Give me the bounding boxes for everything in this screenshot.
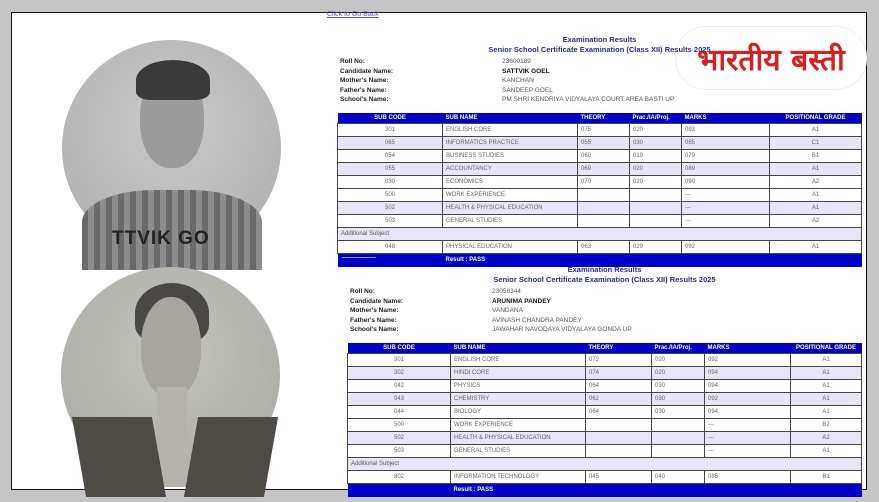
sub-code: 030 bbox=[338, 176, 443, 189]
marks: 085 bbox=[705, 471, 791, 484]
additional-subject-label: Additional Subject bbox=[338, 228, 862, 241]
result-subtitle: Senior School Certificate Examination (Class XII) Results 2025 bbox=[488, 45, 711, 54]
result-title: Examination Results bbox=[567, 265, 642, 274]
theory: 063 bbox=[578, 241, 630, 254]
label-candidate-name: Candidate Name: bbox=[340, 67, 394, 75]
prac: 030 bbox=[652, 406, 705, 419]
col-marks: MARKS bbox=[705, 343, 791, 354]
grade: A1 bbox=[770, 163, 862, 176]
grade: A2 bbox=[770, 176, 862, 189]
theory: 064 bbox=[586, 406, 652, 419]
sub-name: HINDI CORE bbox=[451, 367, 586, 380]
result-label: Result : bbox=[453, 487, 476, 494]
grade: A1 bbox=[770, 189, 862, 202]
grade: A2 bbox=[770, 215, 862, 228]
label-candidate-name: Candidate Name: bbox=[350, 297, 404, 305]
theory: 072 bbox=[586, 354, 652, 367]
col-sub-code: SUB CODE bbox=[338, 113, 443, 124]
marks: 092 bbox=[705, 354, 791, 367]
fathers-name-value: SANDEEP GOEL bbox=[502, 86, 553, 94]
grade: A1 bbox=[791, 445, 862, 458]
roll-no-value: 23600189 bbox=[502, 58, 531, 65]
schools-name-value: JAWAHAR NAVODAYA VIDYALAYA GONDA UP bbox=[492, 326, 632, 333]
theory: 074 bbox=[586, 367, 652, 380]
prac: 020 bbox=[652, 354, 705, 367]
sub-name: INFORMATICS PRACTICE bbox=[443, 137, 578, 150]
sub-name: WORK EXPERIENCE bbox=[443, 189, 578, 202]
theory bbox=[586, 445, 652, 458]
marks: 089 bbox=[682, 163, 770, 176]
theory: 055 bbox=[578, 137, 630, 150]
sub-code: 055 bbox=[338, 163, 443, 176]
table-row bbox=[348, 471, 862, 484]
theory: 064 bbox=[586, 380, 652, 393]
additional-subject-header bbox=[348, 458, 862, 471]
table-row bbox=[348, 432, 862, 445]
sub-name: ACCOUNTANCY bbox=[443, 163, 578, 176]
marks: 094 bbox=[705, 367, 791, 380]
candidate-info bbox=[347, 287, 862, 335]
sub-name: INFORMATION TECHNOLOGY bbox=[451, 471, 586, 484]
marks: --- bbox=[682, 215, 770, 228]
table-row bbox=[338, 150, 862, 163]
prac: 020 bbox=[652, 367, 705, 380]
marks: 094 bbox=[705, 380, 791, 393]
col-prac: Prac./IA/Proj. bbox=[652, 343, 705, 354]
sub-code: 042 bbox=[348, 380, 451, 393]
roll-no-value: 23058344 bbox=[492, 288, 521, 295]
grade: A2 bbox=[791, 432, 862, 445]
result-subtitle: Senior School Certificate Examination (Class XII) Results 2025 bbox=[493, 275, 716, 284]
sub-name: PHYSICAL EDUCATION bbox=[443, 241, 578, 254]
mothers-name-value: KANCHAN bbox=[502, 77, 534, 84]
grade: A1 bbox=[770, 124, 862, 137]
sub-name: HEALTH & PHYSICAL EDUCATION bbox=[443, 202, 578, 215]
sub-name: PHYSICS bbox=[451, 380, 586, 393]
sub-name: GENERAL STUDIES bbox=[451, 445, 586, 458]
label-schools-name: School's Name: bbox=[340, 96, 389, 103]
sub-code: 302 bbox=[348, 367, 451, 380]
sub-code: 065 bbox=[338, 137, 443, 150]
photo-dress-right bbox=[184, 417, 278, 497]
sub-code: 503 bbox=[338, 215, 443, 228]
theory: 070 bbox=[578, 176, 630, 189]
table-row bbox=[338, 137, 862, 150]
theory bbox=[578, 202, 630, 215]
additional-subject-label: Additional Subject bbox=[348, 458, 862, 471]
photo-face bbox=[141, 297, 201, 397]
sub-code: 502 bbox=[348, 432, 451, 445]
result-status bbox=[451, 484, 862, 497]
sub-code: 500 bbox=[348, 419, 451, 432]
marks: 085 bbox=[682, 137, 770, 150]
grade: A1 bbox=[791, 367, 862, 380]
marks: 094 bbox=[705, 406, 791, 419]
photo-dress-left bbox=[72, 417, 166, 497]
table-row bbox=[338, 241, 862, 254]
prac: 030 bbox=[630, 137, 682, 150]
col-theory: THEORY bbox=[586, 343, 652, 354]
sub-name: ENGLISH CORE bbox=[443, 124, 578, 137]
table-row bbox=[338, 163, 862, 176]
label-fathers-name: Father's Name: bbox=[340, 86, 387, 94]
prac bbox=[630, 215, 682, 228]
col-grade: POSITIONAL GRADE bbox=[791, 343, 862, 354]
table-row bbox=[348, 406, 862, 419]
sub-name: CHEMISTRY bbox=[451, 393, 586, 406]
candidate-photo-arunima bbox=[61, 267, 280, 483]
sub-code: 802 bbox=[348, 471, 451, 484]
grade: A1 bbox=[791, 393, 862, 406]
sub-name: BIOLOGY bbox=[451, 406, 586, 419]
sub-code: 301 bbox=[348, 354, 451, 367]
grade: B1 bbox=[791, 471, 862, 484]
table-row bbox=[338, 215, 862, 228]
grade: A1 bbox=[791, 380, 862, 393]
table-row bbox=[338, 202, 862, 215]
grade: A1 bbox=[770, 241, 862, 254]
table-row bbox=[348, 380, 862, 393]
article-image-frame bbox=[11, 11, 867, 494]
grade: B1 bbox=[770, 150, 862, 163]
table-row bbox=[338, 124, 862, 137]
theory: 045 bbox=[586, 471, 652, 484]
photo-hair bbox=[136, 60, 210, 100]
table-row bbox=[348, 354, 862, 367]
prac: 019 bbox=[630, 150, 682, 163]
marks: 079 bbox=[682, 150, 770, 163]
prac bbox=[630, 202, 682, 215]
candidate-photo-sattvik bbox=[62, 40, 281, 256]
sub-code: 503 bbox=[348, 445, 451, 458]
additional-subject-header bbox=[338, 228, 862, 241]
back-link[interactable]: Click to Go Back bbox=[327, 11, 379, 18]
col-sub-name: SUB NAME bbox=[443, 113, 578, 124]
theory bbox=[578, 189, 630, 202]
sub-name: GENERAL STUDIES bbox=[443, 215, 578, 228]
marks-table bbox=[337, 113, 862, 267]
prac: 020 bbox=[630, 176, 682, 189]
photo-caption: TTVIK GO bbox=[112, 228, 210, 249]
theory: 060 bbox=[578, 150, 630, 163]
marks: --- bbox=[705, 445, 791, 458]
col-grade: POSITIONAL GRADE bbox=[770, 113, 862, 124]
marks: 093 bbox=[682, 124, 770, 137]
prac: 040 bbox=[652, 471, 705, 484]
sub-code: 054 bbox=[338, 150, 443, 163]
marks: 090 bbox=[682, 176, 770, 189]
grade: A1 bbox=[791, 406, 862, 419]
sub-code: 044 bbox=[348, 406, 451, 419]
result-value: PASS bbox=[469, 257, 486, 264]
table-row bbox=[338, 189, 862, 202]
prac: 030 bbox=[652, 380, 705, 393]
label-roll-no: Roll No: bbox=[350, 288, 375, 295]
grade: A1 bbox=[770, 202, 862, 215]
theory: 069 bbox=[578, 163, 630, 176]
table-row bbox=[348, 445, 862, 458]
sub-code: 301 bbox=[338, 124, 443, 137]
marks: 092 bbox=[682, 241, 770, 254]
label-fathers-name: Father's Name: bbox=[350, 316, 397, 324]
result-title: Examination Results bbox=[562, 35, 637, 44]
sub-name: BUSINESS STUDIES bbox=[443, 150, 578, 163]
theory bbox=[586, 432, 652, 445]
candidate-name-value: ARUNIMA PANDEY bbox=[492, 297, 551, 305]
sub-code: 502 bbox=[338, 202, 443, 215]
candidate-name-value: SATTVIK GOEL bbox=[502, 67, 550, 75]
table-row bbox=[348, 367, 862, 380]
theory bbox=[586, 419, 652, 432]
theory: 075 bbox=[578, 124, 630, 137]
prac: 030 bbox=[652, 393, 705, 406]
result-value: PASS bbox=[477, 487, 494, 494]
result-label: Result : bbox=[445, 257, 468, 264]
col-theory: THEORY bbox=[578, 113, 630, 124]
sub-code: 500 bbox=[338, 189, 443, 202]
marks: --- bbox=[705, 432, 791, 445]
sub-name: ENGLISH CORE bbox=[451, 354, 586, 367]
col-marks: MARKS bbox=[682, 113, 770, 124]
col-sub-name: SUB NAME bbox=[451, 343, 586, 354]
sub-code: 048 bbox=[338, 241, 443, 254]
grade: A1 bbox=[791, 354, 862, 367]
prac bbox=[630, 189, 682, 202]
table-row bbox=[348, 393, 862, 406]
candidate-info bbox=[337, 57, 862, 105]
marks: --- bbox=[705, 419, 791, 432]
label-mothers-name: Mother's Name: bbox=[340, 77, 389, 84]
sub-name: ECONOMICS bbox=[443, 176, 578, 189]
marks-table bbox=[347, 343, 862, 497]
prac bbox=[652, 432, 705, 445]
label-mothers-name: Mother's Name: bbox=[350, 307, 399, 314]
label-schools-name: School's Name: bbox=[350, 326, 399, 333]
theory: 062 bbox=[586, 393, 652, 406]
col-prac: Prac./IA/Proj. bbox=[630, 113, 682, 124]
col-sub-code: SUB CODE bbox=[348, 343, 451, 354]
result-card-2 bbox=[347, 265, 862, 497]
prac: 020 bbox=[630, 163, 682, 176]
sub-code: 043 bbox=[348, 393, 451, 406]
sub-name: HEALTH & PHYSICAL EDUCATION bbox=[451, 432, 586, 445]
prac bbox=[652, 419, 705, 432]
prac bbox=[652, 445, 705, 458]
grade: C1 bbox=[770, 137, 862, 150]
mothers-name-value: VANDANA bbox=[492, 307, 523, 314]
grade: B2 bbox=[791, 419, 862, 432]
marks: --- bbox=[682, 189, 770, 202]
prac: 020 bbox=[630, 124, 682, 137]
marks: --- bbox=[682, 202, 770, 215]
prac: 029 bbox=[630, 241, 682, 254]
marks: 092 bbox=[705, 393, 791, 406]
result-card-1 bbox=[337, 23, 862, 267]
result-row bbox=[348, 484, 862, 497]
label-roll-no: Roll No: bbox=[340, 58, 365, 65]
schools-name-value: PM SHRI KENDRIYA VIDYALAYA COURT AREA BASTI UP bbox=[502, 96, 675, 103]
theory bbox=[578, 215, 630, 228]
table-row bbox=[338, 176, 862, 189]
fathers-name-value: AVINASH CHANDRA PANDEY bbox=[492, 316, 582, 324]
divider bbox=[342, 257, 376, 258]
logo-text: भारतीय बस्ती bbox=[697, 42, 845, 78]
sub-name: WORK EXPERIENCE bbox=[451, 419, 586, 432]
table-row bbox=[348, 419, 862, 432]
